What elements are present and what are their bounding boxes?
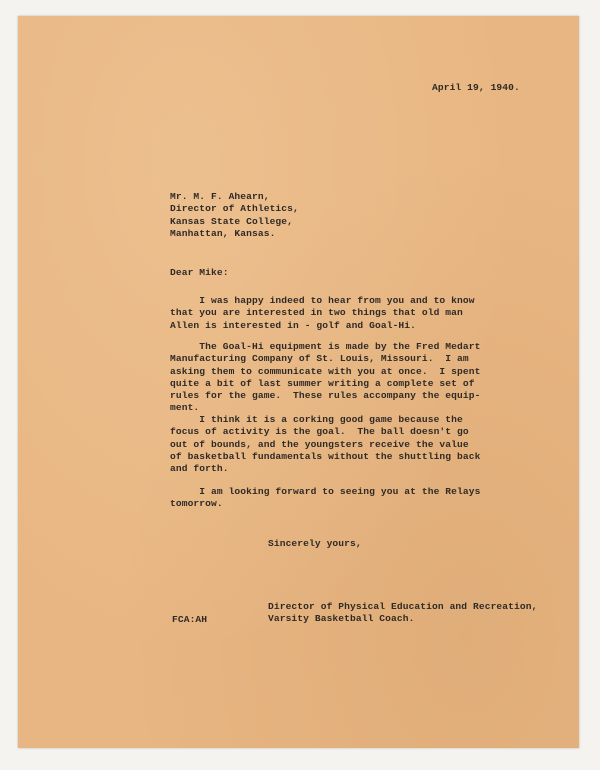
letter-date: April 19, 1940. [432,82,520,93]
paragraph-line: rules for the game. These rules accompany the equip- [170,390,481,402]
paragraph-line: focus of activity is the goal. The ball doesn't go [170,426,469,438]
address-line: Director of Athletics, [170,203,299,215]
paragraph-line: quite a bit of last summer writing a complete set of [170,377,475,389]
reference-initials: FCA:AH [172,614,208,625]
paragraph-line: out of bounds, and the youngsters receive the value [170,438,469,450]
paragraph-2 [170,341,480,415]
signature-title-line: Varsity Basketball Coach. [268,613,415,625]
paragraph-4 [170,486,480,511]
inside-address [170,191,299,240]
paragraph-line: that you are interested in two things that old man [170,307,463,319]
signature-title-line: Director of Physical Education and Recreation, [268,601,538,612]
paragraph-line: I was happy indeed to hear from you and to know [170,295,475,306]
paragraph-line: Manufacturing Company of St. Louis, Missouri. I am [170,353,469,365]
paragraph-line: tomorrow. [170,498,223,510]
closing: Sincerely yours, [268,538,362,549]
paragraph-1 [170,295,475,332]
paragraph-line: I think it is a corking good game because the [170,414,463,425]
salutation: Dear Mike: [170,267,229,278]
paragraph-line: asking them to communicate with you at once. I spent [170,365,481,377]
paragraph-line: The Goal-Hi equipment is made by the Fred Medart [170,341,481,352]
paragraph-line: ment. [170,402,200,414]
paragraph-line: and forth. [170,463,229,475]
letter-page [18,16,579,748]
paragraph-line: Allen is interested in - golf and Goal-Hi. [170,319,417,331]
paragraph-line: of basketball fundamentals without the shuttling back [170,450,481,462]
paragraph-line: I am looking forward to seeing you at the Relays [170,486,481,497]
paragraph-3 [170,414,480,475]
address-line: Kansas State College, [170,215,294,227]
signature-title [268,601,537,626]
address-line: Mr. M. F. Ahearn, [170,191,270,202]
address-line: Manhattan, Kansas. [170,227,276,239]
